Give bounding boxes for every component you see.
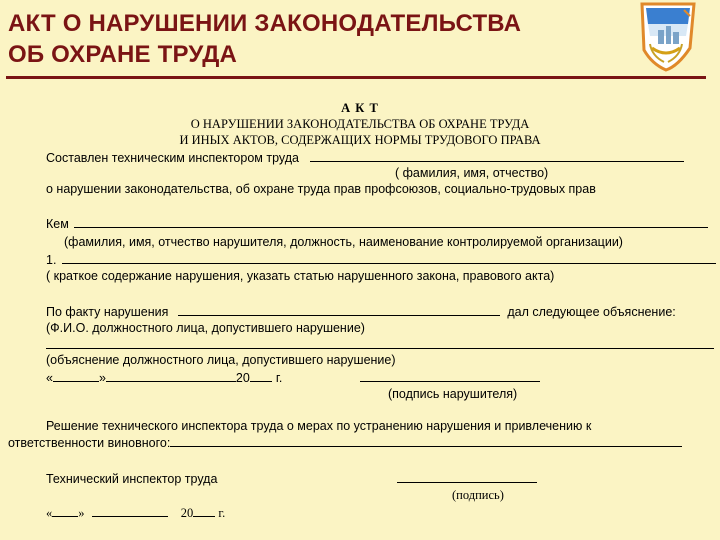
violator-signature-field[interactable] xyxy=(360,369,540,382)
year-2-field[interactable] xyxy=(193,504,215,517)
official-hint: (Ф.И.О. должностного лица, допустившего нарушение) xyxy=(46,321,365,335)
form-subheading-1: О НАРУШЕНИИ ЗАКОНОДАТЕЛЬСТВА ОБ ОХРАНЕ ТРУДА xyxy=(190,117,530,131)
decision-line-1: Решение технического инспектора труда о мерах по устранению нарушения и привлечению к xyxy=(46,419,592,433)
form-subheading-2: И ИНЫХ АКТОВ, СОДЕРЖАЩИХ НОРМЫ ТРУДОВОГО ПРАВА xyxy=(179,133,541,147)
inspector-signature-field[interactable] xyxy=(397,470,537,483)
date-2-open-quote: « xyxy=(46,506,53,520)
official-name-field[interactable] xyxy=(178,303,500,316)
fact-label: По факту нарушения xyxy=(46,305,169,319)
slide-title-line-1: АКТ О НАРУШЕНИИ ЗАКОНОДАТЕЛЬСТВА xyxy=(8,10,522,37)
date-2-close-quote: » xyxy=(78,506,85,520)
date-2-row xyxy=(46,504,225,521)
summary-hint: ( краткое содержание нарушения, указать статью нарушенного закона, правового акта) xyxy=(46,269,555,283)
inspector-name-field[interactable] xyxy=(310,149,684,162)
inspector-row xyxy=(46,470,537,487)
violation-summary-field[interactable] xyxy=(62,251,716,264)
composed-label: Составлен техническим инспектором труда xyxy=(46,151,299,165)
decision-field[interactable] xyxy=(170,434,682,447)
day-2-field[interactable] xyxy=(52,504,78,517)
explanation-hint: (объяснение должностного лица, допустившего нарушение) xyxy=(46,353,396,367)
month-field[interactable] xyxy=(106,369,236,382)
inspector-label: Технический инспектор труда xyxy=(46,472,218,486)
explanation-row xyxy=(46,336,714,353)
fio-hint: ( фамилия, имя, отчество) xyxy=(395,166,549,180)
violator-hint: (фамилия, имя, отчество нарушителя, должность, наименование контролируемой организации) xyxy=(64,235,623,249)
kem-label: Кем xyxy=(46,217,69,231)
year-field[interactable] xyxy=(250,369,272,382)
date-close-quote: » xyxy=(98,371,106,385)
explanation-label: дал следующее объяснение: xyxy=(507,305,676,319)
slide-title-line-2: ОБ ОХРАНЕ ТРУДА xyxy=(8,41,238,68)
year-suffix: г. xyxy=(275,371,283,385)
year-2-suffix: г. xyxy=(218,506,226,520)
year-2-prefix: 20 xyxy=(180,506,194,520)
composed-by-row xyxy=(46,149,684,166)
month-2-field[interactable] xyxy=(92,504,168,517)
item-1-label: 1. xyxy=(46,253,57,267)
date-open-quote: « xyxy=(46,371,53,385)
item-1-row xyxy=(46,251,716,268)
explanation-field[interactable] xyxy=(46,336,714,349)
kem-row xyxy=(46,215,708,232)
fact-row xyxy=(46,303,676,320)
signature-hint: (подпись нарушителя) xyxy=(388,387,518,401)
violation-text: о нарушении законодательства, об охране труда прав профсоюзов, социально-трудовых прав xyxy=(46,182,596,196)
decision-row xyxy=(8,434,682,451)
form-heading: А К Т xyxy=(341,101,379,115)
decision-line-2: ответственности виновного: xyxy=(8,436,171,450)
year-prefix: 20 xyxy=(235,371,250,385)
day-field[interactable] xyxy=(53,369,99,382)
date-row xyxy=(46,369,540,386)
violator-field[interactable] xyxy=(74,215,708,228)
signature-2-hint: (подпись) xyxy=(452,488,504,502)
